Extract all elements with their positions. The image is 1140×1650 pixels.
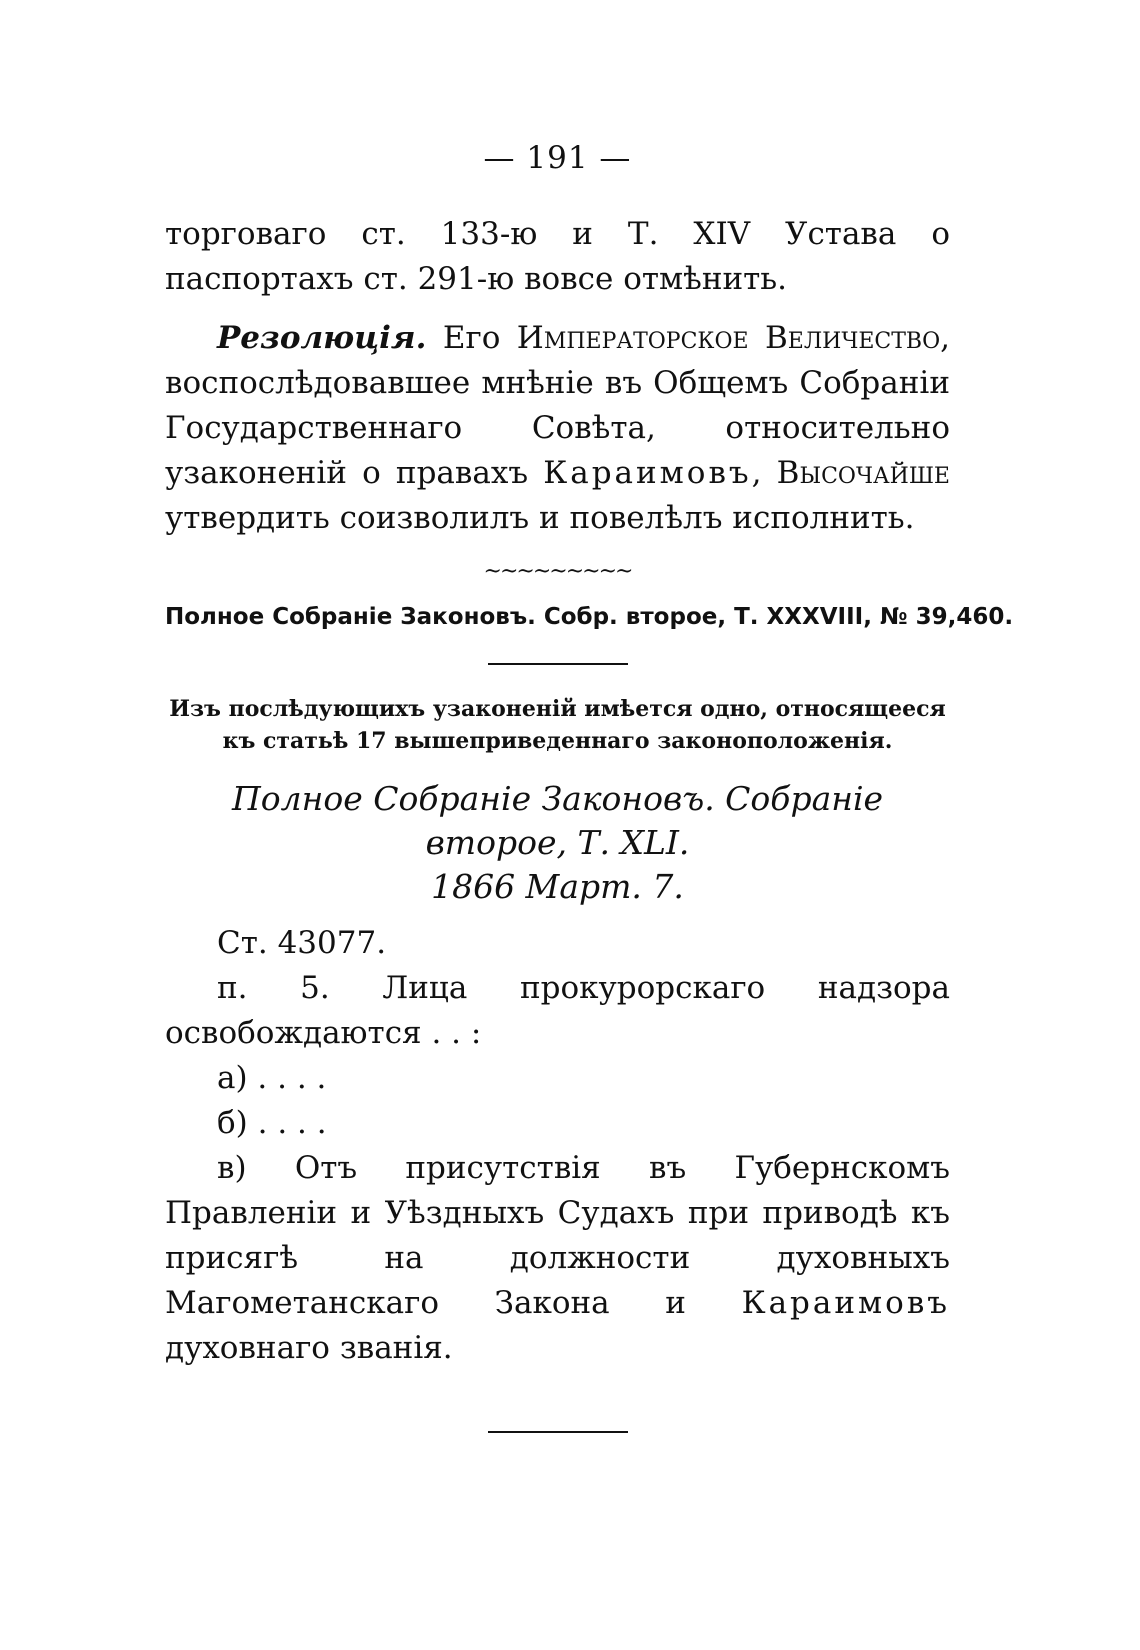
article-number: Ст. 43077. [217,925,387,961]
source-citation-2 [165,777,950,909]
resolution-lead: Резолюція. [217,320,427,356]
article-item-v-text-2: духовнаго званія. [165,1330,453,1366]
source-citation-2-line-2: 1866 Март. 7. [431,867,684,906]
article-item-a: а) . . . . [217,1060,327,1096]
wave-divider: ~~~~~~~~~ [483,559,632,584]
source-citation-2-line-1: Полное Собраніе Законовъ. Собраніе второе, Т. XLI. [231,779,884,862]
article-block [165,921,950,1371]
source-citation-1: Полное Собраніе Законовъ. Собр. второе, Т. XXXVIII, № 39,460. [165,604,1014,630]
resolution-text-4: утвердить соизволилъ и повелѣлъ исполнить. [165,500,915,536]
article-item-v [165,1146,950,1371]
end-rule [488,1431,628,1433]
article-item-v-karaim: Караимовъ [741,1285,950,1321]
article-point-5: п. 5. Лица прокурорскаго надзора освобождаются . . : [165,970,950,1051]
resolution-text-2: , воспослѣдовавшее мнѣніе въ Общемъ Собраніи Государственнаго Совѣта, относительно узаконеній о правахъ [165,320,950,491]
page-number: — 191 — [483,140,632,176]
resolution-highest: Высочайше [776,455,950,491]
resolution-karaim: Караимовъ [543,455,752,491]
notice-line-1: Изъ послѣдующихъ узаконеній имѣется одно, относящееся [169,696,946,722]
resolution-paragraph [165,316,950,541]
document-page [165,140,1014,1433]
notice-line-2: къ статьѣ 17 вышеприведеннаго законоположенія. [222,728,893,754]
horizontal-rule [488,663,628,665]
resolution-text-1: Его [426,320,517,356]
resolution-emperor: Императорское Величество [516,320,941,356]
continuation-paragraph: торговаго ст. 133-ю и Т. XIV Устава о паспортахъ ст. 291-ю вовсе отмѣнить. [165,216,950,297]
article-item-v-text-1: в) Отъ присутствія въ Губернскомъ Правленіи и Уѣздныхъ Судахъ при приводѣ къ присягѣ на должности духовныхъ Магометанскаго Закона и [165,1150,950,1321]
article-item-b: б) . . . . [217,1105,327,1141]
resolution-text-3: , [751,455,777,491]
